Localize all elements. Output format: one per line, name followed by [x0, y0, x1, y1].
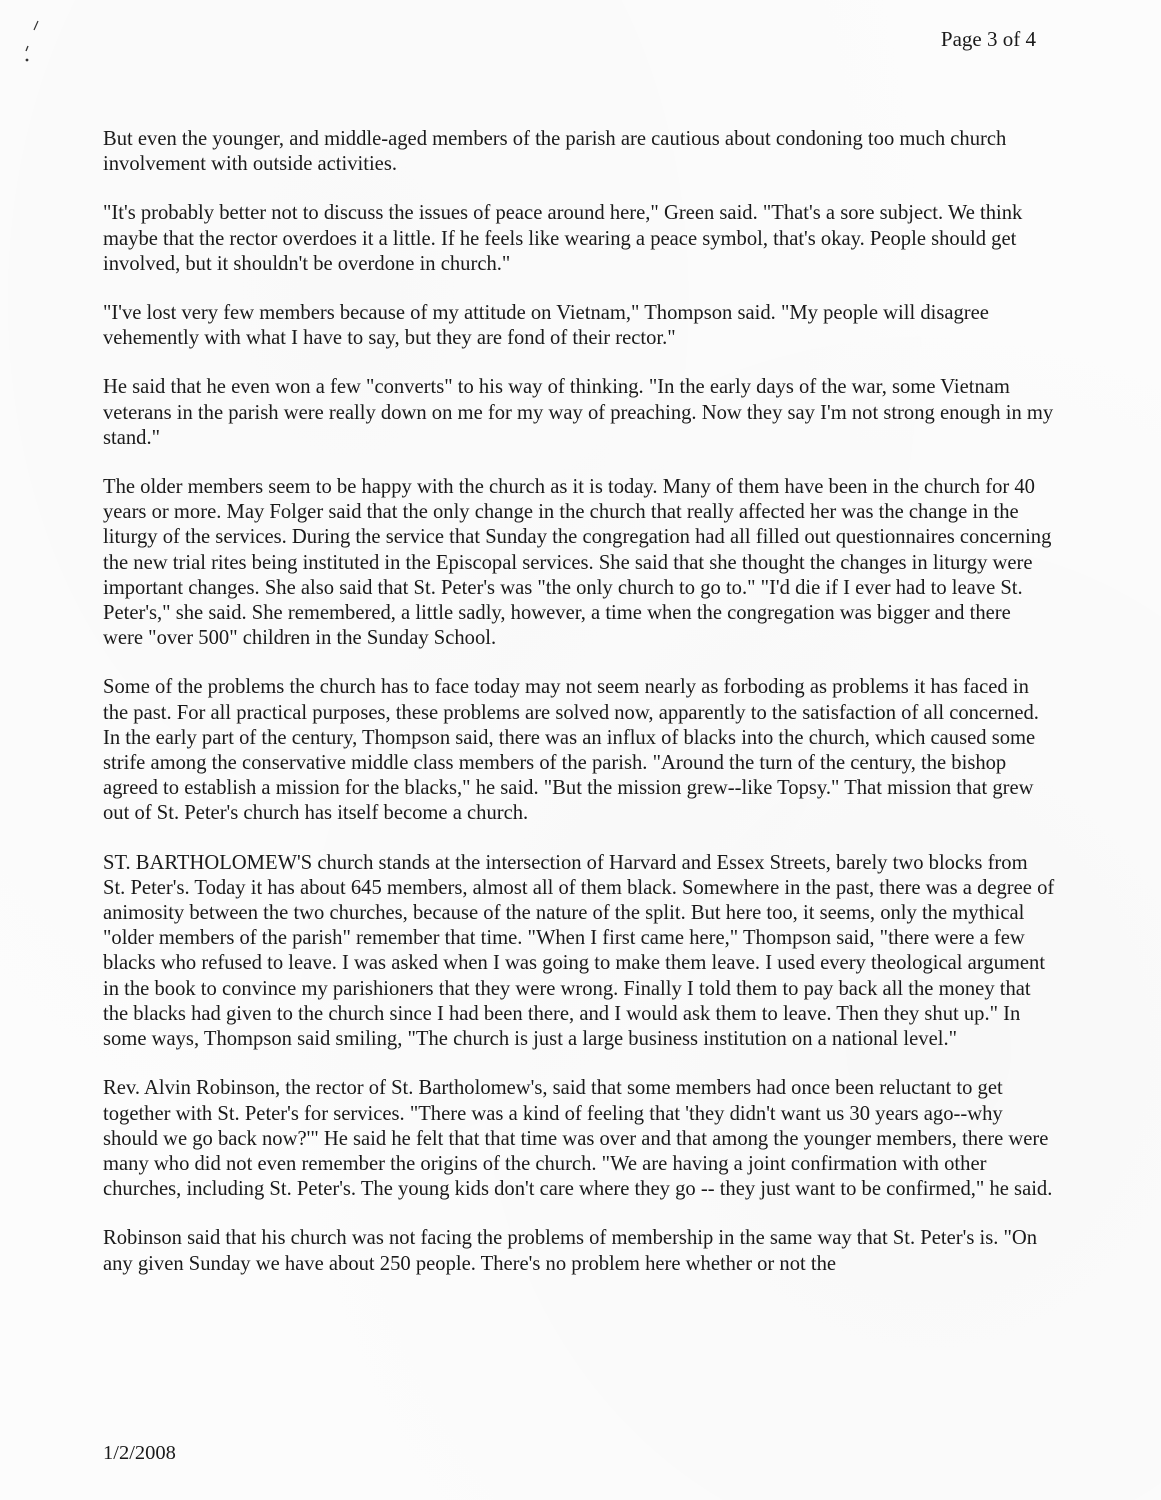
paragraph	[103, 201, 1055, 277]
paragraph-text: church stands at the intersection of Harvard and Essex Streets, barely two blocks from St. Peter's. Today it has about 645 members, almost all of them black. Somewhere in the past, there was a degree of animosity between the two churches, because of the nature of the split. But here too, it seems, only the mythical "older members of the parish" remember that time. "When I first came here," Thompson said, "there were a few blacks who refused to leave. I was asked when I was going to make them leave. I used every theological argument in the book to convince my parishioners that they were wrong. Finally I told them to pay back all the money that the blacks had given to the church since I had been there, and I would ask them to leave. Then they shut up." In some ways, Thompson said smiling, "The church is just a large business institution on a national level."	[103, 851, 1055, 1051]
paragraph-text: Rev. Alvin Robinson, the rector of St. Bartholomew's, said that some members had once been reluctant to get together with St. Peter's for services. "There was a kind of feeling that 'they didn't want us 30 years ago--why should we go back now?'" He said he felt that that time was over and that among the younger members, there were many who did not even remember the origins of the church. "We are having a joint confirmation with other churches, including St. Peter's. The young kids don't care where they go -- they just want to be confirmed," he said.	[103, 1077, 1053, 1201]
paragraph	[103, 475, 1055, 651]
paragraph-text: Robinson said that his church was not facing the problems of membership in the same way that St. Peter's is. "On any given Sunday we have about 250 people. There's no problem here whether or not the	[103, 1227, 1038, 1275]
paragraph	[103, 127, 1055, 177]
paragraph	[103, 675, 1055, 826]
paragraph	[103, 851, 1055, 1053]
page-number: Page 3 of 4	[940, 27, 1036, 51]
footer-date: 1/2/2008	[103, 1442, 176, 1464]
paragraph	[103, 375, 1055, 451]
paragraph-text: Some of the problems the church has to face today may not seem nearly as forboding as problems it has faced in the past. For all practical purposes, these problems are solved now, apparently to the satisfaction of all concerned. In the early part of the century, Thompson said, there was an influx of blacks into the church, which caused some strife among the conservative middle class members of the parish. "Around the turn of the century, the bishop agreed to establish a mission for the blacks," he said. "But the mission grew--like Topsy." That mission that grew out of St. Peter's church has itself become a church.	[103, 676, 1039, 825]
pen-mark-icon	[22, 18, 62, 68]
section-lead: ST. BARTHOLOMEW'S	[103, 851, 313, 874]
paragraph-text: "I've lost very few members because of my attitude on Vietnam," Thompson said. "My people will disagree vehemently with what I have to say, but they are fond of their rector."	[103, 302, 989, 350]
paragraph-text: He said that he even won a few "converts" to his way of thinking. "In the early days of the war, some Vietnam veterans in the parish were really down on me for my way of preaching. Now they say I'm not strong enough in my stand."	[103, 376, 1054, 449]
paragraph	[103, 1076, 1055, 1202]
paragraph	[103, 301, 1055, 351]
paragraph-text: The older members seem to be happy with the church as it is today. Many of them have been in the church for 40 years or more. May Folger said that the only change in the church that really affected her was the change in the liturgy of the services. During the service that Sunday the congregation had all filled out questionnaires concerning the new trial rites being instituted in the Episcopal services. She said that she thought the changes in liturgy were important changes. She also said that St. Peter's was "the only church to go to." "I'd die if I ever had to leave St. Peter's," she said. She remembered, a little sadly, however, a time when the congregation was bigger and there were "over 500" children in the Sunday School.	[103, 476, 1052, 650]
paragraph	[103, 1226, 1055, 1276]
paragraph-text: "It's probably better not to discuss the issues of peace around here," Green said. "That's a sore subject. We think maybe that the rector overdoes it a little. If he feels like wearing a peace symbol, that's okay. People should get involved, but it shouldn't be overdone in church."	[103, 202, 1023, 275]
article-body	[103, 127, 1055, 1301]
paragraph-text: But even the younger, and middle-aged members of the parish are cautious about condoning too much church involvement with outside activities.	[103, 128, 1007, 176]
